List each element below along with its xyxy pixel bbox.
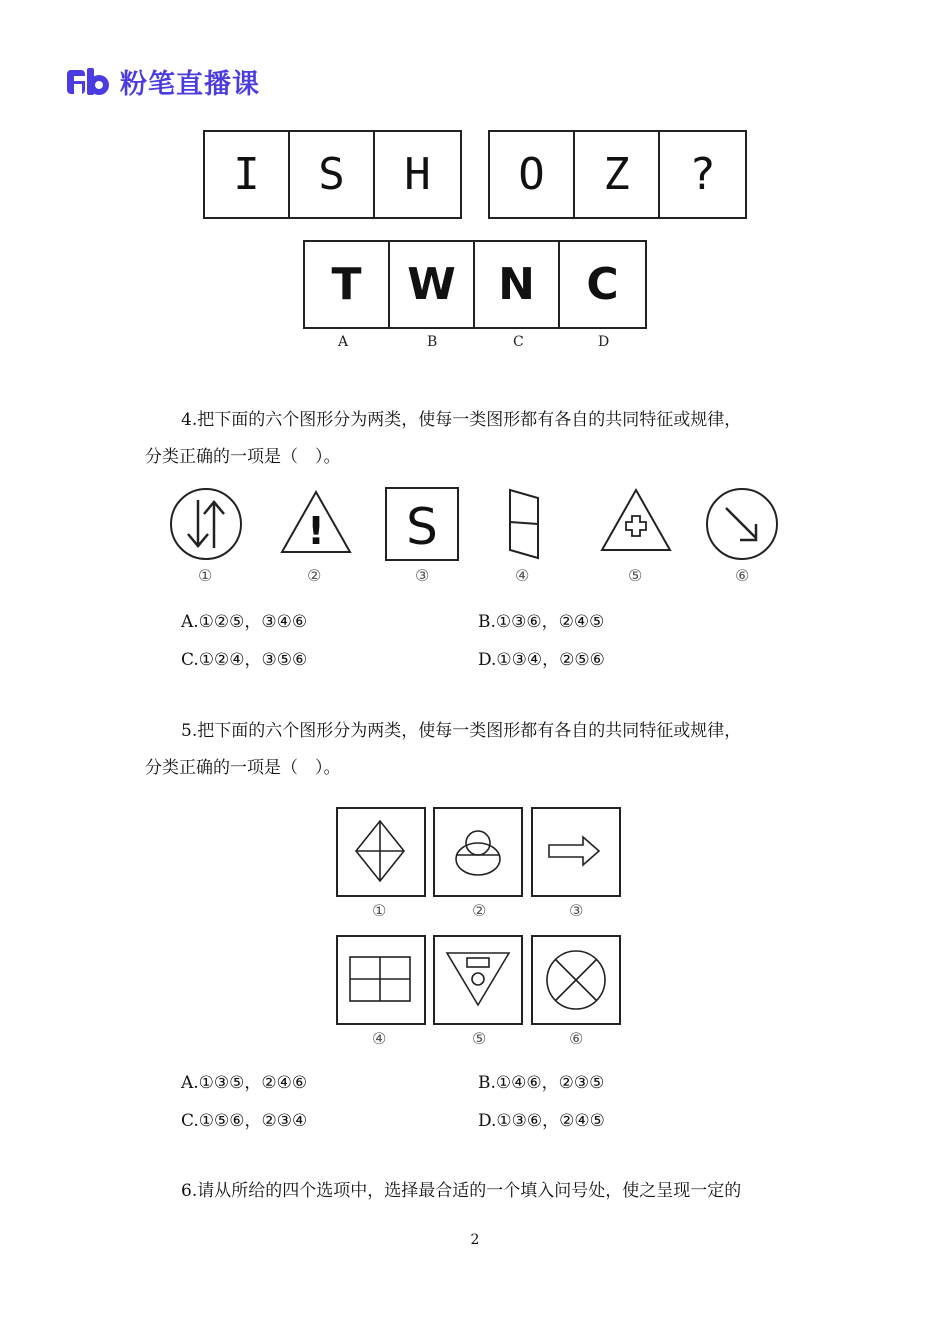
q5-fig1-diamond bbox=[336, 807, 426, 897]
q5-fig5-triangle bbox=[433, 935, 523, 1025]
q5-fig-number: ⑥ bbox=[569, 1029, 584, 1048]
q4-choice-c[interactable]: C.①②④，③⑤⑥ bbox=[181, 650, 308, 670]
q5-fig-number: ② bbox=[472, 901, 487, 920]
q5-text-line1: 5.把下面的六个图形分为两类，使每一类图形都有各自的共同特征或规律， bbox=[181, 721, 742, 741]
q5-choice-c[interactable]: C.①⑤⑥，②③④ bbox=[181, 1111, 308, 1131]
q4-text-line2: 分类正确的一项是（ ）。 bbox=[145, 447, 341, 467]
brand-name: 粉笔直播课 bbox=[120, 69, 260, 100]
letter-s: S bbox=[406, 498, 438, 556]
q3-option: W bbox=[390, 242, 475, 327]
q3-option: C bbox=[586, 259, 619, 310]
q3-option-label: C bbox=[513, 334, 524, 350]
q3-cell: Z bbox=[575, 132, 660, 217]
q3-question-cell: ? bbox=[689, 149, 716, 200]
q4-fig1-arrows-circle bbox=[168, 486, 244, 562]
q3-option-label: D bbox=[598, 334, 610, 350]
q4-fig-number: ③ bbox=[415, 566, 430, 585]
q5-fig2-circle-ellipse bbox=[433, 807, 523, 897]
q4-fig3-s-square bbox=[384, 486, 460, 562]
q4-fig6-arrow-circle bbox=[704, 486, 780, 562]
page-number: 2 bbox=[470, 1232, 480, 1248]
q5-choice-d[interactable]: D.①③⑥，②④⑤ bbox=[478, 1111, 605, 1131]
q4-fig2-warning-triangle bbox=[278, 488, 354, 556]
q4-choice-a[interactable]: A.①②⑤，③④⑥ bbox=[181, 612, 308, 632]
q3-option-label: B bbox=[427, 334, 438, 350]
q3-options-row bbox=[303, 240, 647, 329]
q4-fig4-trapezoid bbox=[506, 486, 546, 562]
q5-fig3-arrow bbox=[531, 807, 621, 897]
q3-row1-left bbox=[203, 130, 462, 219]
q6-text-line1: 6.请从所给的四个选项中，选择最合适的一个填入问号处，使之呈现一定的 bbox=[181, 1181, 742, 1201]
q3-cell: O bbox=[490, 132, 575, 217]
q4-choice-b[interactable]: B.①③⑥，②④⑤ bbox=[478, 612, 605, 632]
q5-fig-number: ① bbox=[372, 901, 387, 920]
q3-row1-right bbox=[488, 130, 747, 219]
q4-fig-number: ① bbox=[198, 566, 213, 585]
q4-fig-number: ② bbox=[307, 566, 322, 585]
q3-option-label: A bbox=[338, 334, 349, 350]
q5-fig-number: ③ bbox=[569, 901, 584, 920]
q5-fig4-window bbox=[336, 935, 426, 1025]
q3-option: N bbox=[475, 242, 560, 327]
fenbi-logo-icon bbox=[66, 65, 112, 99]
q3-cell: I bbox=[205, 132, 290, 217]
q4-choice-d[interactable]: D.①③④，②⑤⑥ bbox=[478, 650, 605, 670]
q5-fig6-crossed-circle bbox=[531, 935, 621, 1025]
q5-fig-number: ⑤ bbox=[472, 1029, 487, 1048]
q3-cell: H bbox=[404, 149, 431, 200]
q5-choice-a[interactable]: A.①③⑤，②④⑥ bbox=[181, 1073, 308, 1093]
q4-fig-number: ⑥ bbox=[735, 566, 750, 585]
brand-logo bbox=[66, 62, 260, 101]
q5-fig-number: ④ bbox=[372, 1029, 387, 1048]
q4-fig-number: ④ bbox=[515, 566, 530, 585]
q3-option: T bbox=[305, 242, 390, 327]
q3-cell: S bbox=[290, 132, 375, 217]
q4-text-line1: 4.把下面的六个图形分为两类，使每一类图形都有各自的共同特征或规律， bbox=[181, 410, 742, 430]
q4-fig5-cross-triangle bbox=[598, 486, 674, 554]
q5-choice-b[interactable]: B.①④⑥，②③⑤ bbox=[478, 1073, 605, 1093]
q4-fig-number: ⑤ bbox=[628, 566, 643, 585]
q5-text-line2: 分类正确的一项是（ ）。 bbox=[145, 758, 341, 778]
exclamation-mark: ! bbox=[307, 509, 325, 553]
